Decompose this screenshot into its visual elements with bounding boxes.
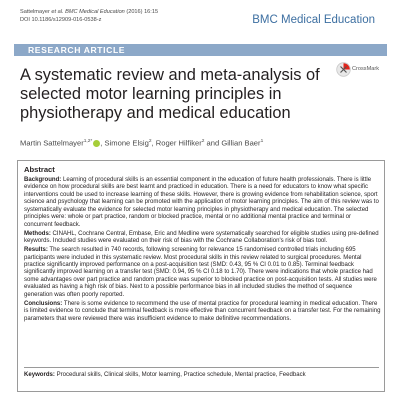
author-affiliation: 2	[201, 139, 205, 144]
doi-link[interactable]: DOI 10.1186/s12909-016-0538-z	[20, 17, 102, 23]
author-name[interactable]: Simone Elsig	[104, 138, 149, 148]
keywords: Keywords: Procedural skills, Clinical skills, Motor learning, Practice schedule, Mental practice, Feedback	[24, 372, 306, 378]
crossmark-icon	[336, 62, 351, 77]
author-name[interactable]: Gillian Baer	[221, 138, 261, 148]
crossmark-label: CrossMark	[352, 66, 380, 72]
article-title: A systematic review and meta-analysis of selected motor learning principles in physiotherapy and medical education	[20, 66, 320, 122]
keywords-divider	[24, 367, 379, 368]
author-affiliation: 1	[260, 139, 264, 144]
author-name[interactable]: Martin Sattelmayer	[20, 138, 84, 148]
author-affiliation: 1,2*	[83, 139, 93, 144]
author-affiliation: 2	[148, 139, 152, 144]
author-list: Martin Sattelmayer$^{1,2*}$ , Simone Elsig$^2$, Roger Hilfiker$^2$ and Gillian Baer$^1$	[20, 138, 264, 148]
article-type-label: RESEARCH ARTICLE	[28, 45, 126, 55]
article-header	[20, 9, 381, 37]
abstract-conclusions: Conclusions: There is some evidence to recommend the use of mental practice for procedural learning in medical education. There is limited evidence to conclude that terminal feedback is more effective than concurrent feedback on a transfer test. For the remaining parameters that were reviewed there was insufficient evidence to make definitive recommendations.	[24, 300, 381, 322]
journal-name: BMC Medical Education	[252, 14, 375, 26]
abstract-results: Results: The search resulted in 740 records, following screening for relevance 15 randomised controlled trials including 695 participants were included in this systematic review. Most procedural skills in this review related to surgical procedures. Mental practice significantly improved performance on a post-acquisition test (SMD: 0.43, 95 % CI 0.01 to 0.85). Terminal feedback significantly improved learning on a transfer test (SMD: 0.94, 95 % CI 0.18 to 1.70). There were indications that whole practice had some advantages over part practice and random practice was superior to blocked practice on post-acquisition tests. All studies were evaluated as having a high risk of bias. Next to a possible performance bias in all included studies the method of sequence generation was often poorly reported.	[24, 247, 377, 298]
abstract-methods: Methods: CINAHL, Cochrane Central, Embase, Eric and Medline were systematically searched for eligible studies using pre-defined keywords. Included studies were evaluated on their risk of bias with the Cochrane Collaboration's risk of bias tool.	[24, 230, 379, 245]
abstract-heading: Abstract	[24, 165, 55, 174]
crossmark-badge[interactable]	[336, 62, 390, 78]
abstract-background: Background: Learning of procedural skills is an essential component in the education of future health professionals. There is little evidence on how procedural skills are best learnt and practiced in education. There is a need for educators to know what specific interventions could be used to increase learning of these skills. However, there is growing evidence from rehabilitation science, sport science and psychology that learning can be promoted with the application of motor learning principles. The aim of this review was to systematically evaluate the evidence for selected motor learning principles in physiotherapy and medical education. The selected principles were: whole or part practice, random or blocked practice, mental or no additional mental practice and terminal or concurrent feedback.	[24, 177, 379, 228]
author-name[interactable]: Roger Hilfiker	[155, 138, 202, 148]
article-type-banner	[14, 44, 387, 56]
citation-line: Sattelmayer et al. BMC Medical Education (2016) 16:15	[20, 9, 159, 15]
abstract-box	[17, 160, 385, 392]
abstract-body	[24, 177, 381, 325]
